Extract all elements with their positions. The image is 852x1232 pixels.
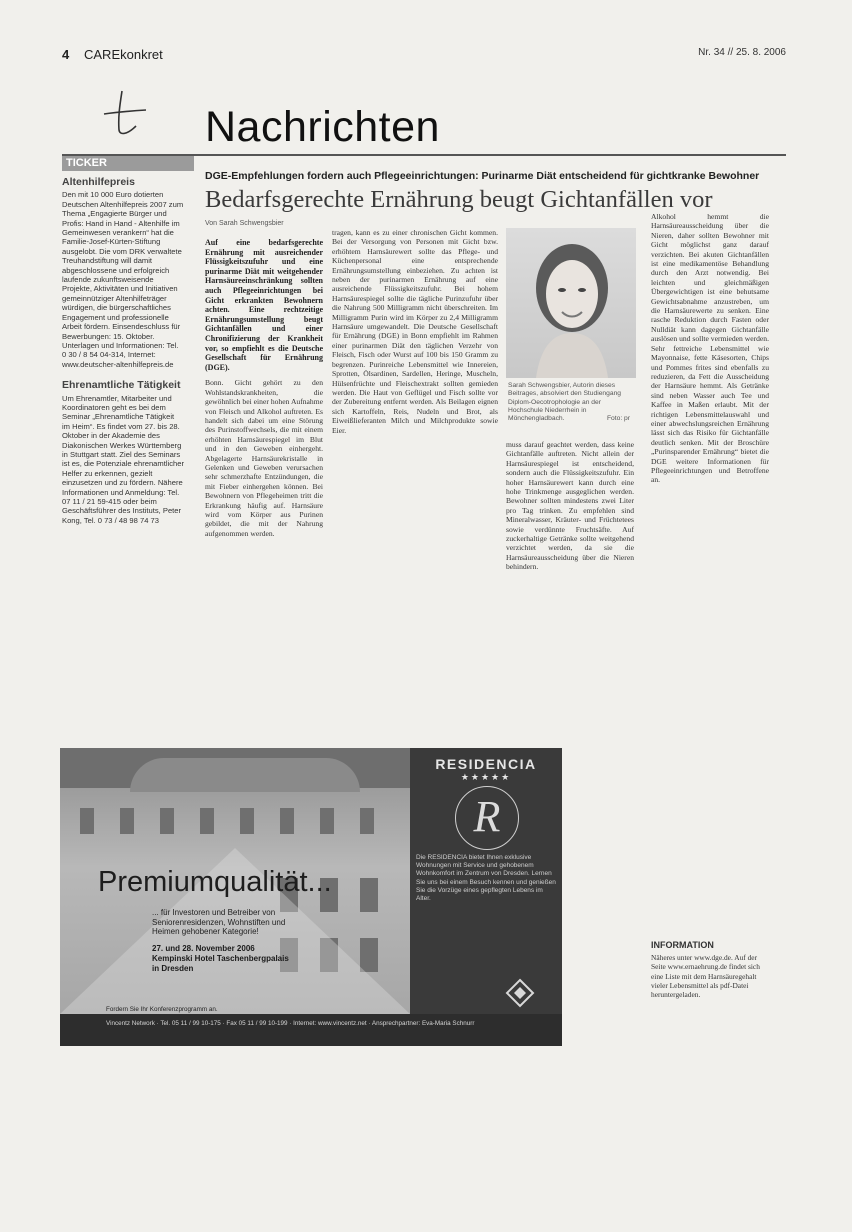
ad-facade-windows xyxy=(60,788,410,1014)
article-body: Alkohol hemmt die Harnsäureausscheidung über die Nieren, daher sollten Bewohner mit Gicht möglichst ganz darauf verzichten. Bei akuten Gichtanfällen ist eine medikamentöse Behandlung durch den Arzt notwendig. Bei leichten und gleichmäßigen Übergewichtigen ist eine behutsame Gewichtsabnahme anzustreben, um die Harnsäurewerte zu senken. Eine rasche Reduktion durch Fasten oder Nulldiät kann dagegen Gichtanfälle auslösen und sollte vermieden werden. Sehr fettreiche Lebensmittel wie Mayonnaise, fette Käsesorten, Chips und Pommes frites sind ebenfalls zu reduzieren, da Fett die Ausscheidung der Harnsäure hemmt. Als Getränke sind neben Wasser auch Tee und Kaffee in Maßen erlaubt. Mit der richtigen Lebensmittelauswahl und einer abwechslungsreichen Ernährung lässt sich das Risiko für Gichtanfälle deutlich senken. Mit der Broschüre „Purinsparender Ernährung“ bietet die DGE weitere Informationen für Pflegeeinrichtungen und Betroffene an. xyxy=(651,212,769,485)
article-column-4 xyxy=(651,212,769,485)
photo-caption xyxy=(508,382,630,423)
page-number: 4 xyxy=(62,47,70,62)
ticker-column xyxy=(62,178,184,537)
ticker-item-title: Ehrenamtliche Tätigkeit xyxy=(62,379,181,392)
ad-city: in Dresden xyxy=(152,963,194,973)
article-column-2 xyxy=(332,228,498,435)
ad-venue: Kempinski Hotel Taschenbergpalais xyxy=(152,953,289,963)
article-column-3 xyxy=(506,440,634,572)
ad-footer-bar xyxy=(60,1014,562,1046)
ad-event-info xyxy=(152,944,332,973)
ad-roof xyxy=(130,758,360,792)
advertisement[interactable] xyxy=(60,748,562,1046)
author-photo xyxy=(506,228,636,378)
ad-footer-contact: Vincentz Network · Tel. 05 11 / 99 10-175 · Fax 05 11 / 99 10-199 · Internet: www.vincentz.net · Ansprechpartner: Eva-Maria Schnurr xyxy=(106,1020,475,1027)
article-lead: Auf eine bedarfsgerechte Ernährung mit ausreichender Flüssigkeitszufuhr und eine purinarme Diät mit weitgehender Harnsäureeinschränkung sollten auch Pflegeeinrichtungen bei Gicht erkrankten Bewohnern achten. Eine rechtzeitige Ernährungsumstellung beugt Gichtanfällen und einer Chronifizierung der Krankheit vor, so empfiehlt es die Deutsche Gesellschaft für Ernährung (DGE). xyxy=(205,238,323,372)
article-headline: Bedarfsgerechte Ernährung beugt Gichtanfällen vor xyxy=(205,186,713,213)
ticker-label: TICKER xyxy=(62,156,194,171)
ad-brand-name: RESIDENCIA xyxy=(435,756,537,772)
ad-headline: Premiumqualität... xyxy=(98,866,332,898)
article-body: tragen, kann es zu einer chronischen Gicht kommen. Bei der Versorgung von Personen mit Gicht bzw. erhöhtem Harnsäurewert sollte das Pflege- und Küchenpersonal eine entsprechende Ernährungsumstellung einbeziehen. Zu achten ist neben der purinarmen Ernährung auf eine ausreichende Flüssigkeitszufuhr. Bei hohem Harnsäurespiegel sollte die tägliche Purinzufuhr über die Nahrung 500 Milligramm nicht überschreiten. Im Milligramm Purin wird im Körper zu 2,4 Milligramm Harnsäure umgewandelt. Die Deutsche Gesellschaft für Ernährung (DGE) in Bonn empfiehlt im Rahmen einer purinarmen Diät den täglichen Verzehr von Fleisch, Fisch oder Wurst auf 100 bis 150 Gramm zu begrenzen. Purinreiche Lebensmittel wie Innereien, Sprotten, Ölsardinen, Sardellen, Heringe, Muscheln, Hülsenfrüchte und Fleischextrakt sollten gemieden werden. Die Haut von Geflügel und Fisch sollte vor der Zubereitung entfernt werden. Als Beilagen eignen sich Kartoffeln, Reis, Nudeln und Brot, als Eiweißlieferanten Milch und Milchprodukte sowie Eier. xyxy=(332,228,498,435)
ad-brand-text: Die RESIDENCIA bietet Ihnen exklusive Wohnungen mit Service und gehobenem Wohnkomfort im Zentrum von Dresden. Lernen Sie uns bei einem Besuch kennen und genießen Sie die Vorzüge eines gepflegten Lebens im Alter. xyxy=(416,854,556,903)
photo-credit: Foto: pr xyxy=(606,415,630,423)
diamond-logo-icon xyxy=(505,978,535,1008)
issue-date: Nr. 34 // 25. 8. 2006 xyxy=(698,47,786,58)
ad-subline: ... für Investoren und Betreiber von Seniorenresidenzen, Wohnstiften und Heimen gehobener Kategorie! xyxy=(152,908,286,937)
ticker-item-title: Altenhilfepreis xyxy=(62,176,135,188)
info-box xyxy=(651,940,771,999)
info-title: INFORMATION xyxy=(651,940,714,950)
photo-caption-text: Sarah Schwengsbier, Autorin dieses Beitrages, absolviert den Studiengang Diplom-Oecotrophologie an der Hochschule Niederrhein in Mönchengladbach. xyxy=(508,382,622,423)
ticker-item-text: Den mit 10 000 Euro dotierten Deutschen Altenhilfepreis 2007 zum Thema „Engagierte Bürger und Profis: Hand in Hand - Altenhilfe im Gemeinwesen verankern“ hat die Familie-Josef-Kürten-Stiftung ausgelobt. Die vom DRK verwaltete Treuhandstiftung will damit abgeschlossene und erfolgreich laufende zukunftsweisende Projekte, Aktivitäten und Initiativen gemeinnütziger Altenhilfeträger würdigen, die bürgerschaftliches Engagement und professionelle Arbeit fördern. Einsendeschluss für Bewerbungen: 15. Oktober. Unterlagen und Informationen: Tel. 0 30 / 8 54 04-314, Internet: www.deutscher-altenhilfepreis.de xyxy=(62,190,184,369)
info-text: Näheres unter www.dge.de. Auf der Seite www.ernaehrung.de findet sich eine Liste mit dem Harnsäuregehalt vieler Lebensmittel als pdf-Datei heruntergeladen. xyxy=(651,953,760,1000)
article-body: Bonn. Gicht gehört zu den Wohlstandskrankheiten, die gewöhnlich bei einer hohen Aufnahme von Fleisch und Alkohol auftreten. Es handelt sich dabei um eine Störung des Purinstoffwechsels, die mit einem erhöhten Harnsäurespiegel im Blut und in den Geweben einhergeht. Abgelagerte Harnsäurekristalle in Gelenken und Geweben verursachen sehr schmerzhafte Entzündungen, die mit Fieber einhergehen können. Bei Bewohnern von Pflegeheimen tritt die Erkrankung häufig auf. Harnsäure wird vom Körper aus Purinen gebildet, die mit der Nahrung aufgenommen werden. xyxy=(205,378,323,538)
ad-monogram: R xyxy=(455,786,519,850)
handwritten-mark xyxy=(100,86,150,141)
article-body: muss darauf geachtet werden, dass keine Gichtanfälle auftreten. Nicht allein der Harnsäurespiegel ist entscheidend, sondern auch die Flüssigkeitszufuhr. Ein hoher Harnsäurewert kann durch eine hohe Trinkmenge ausgeglichen werden. Bewohner sollten mindestens zwei Liter pro Tag trinken. Zu empfehlen sind Mineralwasser, Kräuter- und Früchtetees sowie verdünnte Fruchtsäfte. Auf zuckerhaltige Getränke sollte weitgehend verzichtet werden, da sie die Harnsäureausscheidung über die Nieren behindern. xyxy=(506,440,634,572)
magazine-name: CAREkonkret xyxy=(84,47,163,62)
article-column-1 xyxy=(205,238,323,538)
ad-stars: ★★★★★ xyxy=(460,772,512,782)
article-byline: Von Sarah Schwengsbier xyxy=(205,220,284,227)
ad-date: 27. und 28. November 2006 xyxy=(152,944,255,953)
article-kicker: DGE-Empfehlungen fordern auch Pflegeeinrichtungen: Purinarme Diät entscheidend für gichtkranke Bewohner xyxy=(205,170,760,182)
section-title: Nachrichten xyxy=(205,103,440,151)
ticker-item-text: Um Ehrenamtler, Mitarbeiter und Koordinatoren geht es bei dem Seminar „Ehrenamtliche Tätigkeit im Heim“. Es findet vom 27. bis 28. Oktober in der Akademie des Diakonischen Werkes Württemberg in Stuttgart statt. Ziel des Seminars ist es, die Potenziale ehrenamtlicher Helfer zu erkennen, gezielt einzusetzen und zu fördern. Nähere Informationen und Anmeldung: Tel. 07 11 / 21 59-415 oder beim Geschäftsführer des Instituts, Peter Kong, Tel. 0 73 / 48 98 74 73 xyxy=(62,393,184,525)
ad-footer-note: Fordern Sie Ihr Konferenzprogramm an. xyxy=(106,1006,218,1013)
